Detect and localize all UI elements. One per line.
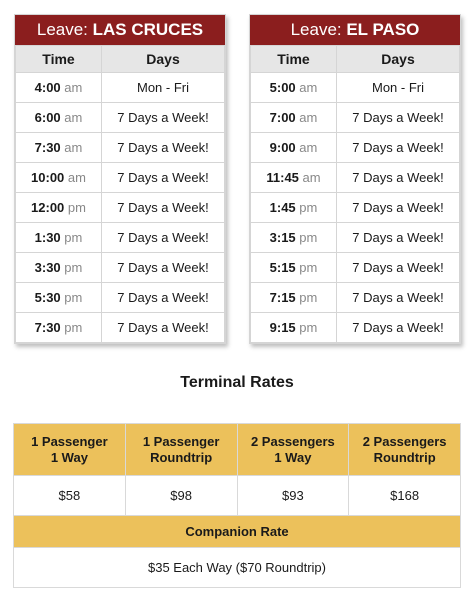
rates-table bbox=[13, 423, 461, 588]
rate-header-1p-roundtrip: 1 Passenger Roundtrip bbox=[125, 424, 237, 476]
table-row bbox=[251, 283, 460, 313]
departure-time: 3:30 pm bbox=[16, 253, 102, 283]
rate-price: $168 bbox=[349, 476, 461, 516]
table-row bbox=[251, 103, 460, 133]
table-row bbox=[16, 133, 225, 163]
departure-days: 7 Days a Week! bbox=[337, 223, 460, 253]
departure-time: 5:30 pm bbox=[16, 283, 102, 313]
departure-days: 7 Days a Week! bbox=[337, 313, 460, 343]
departure-days: 7 Days a Week! bbox=[102, 253, 225, 283]
rates-title: Terminal Rates bbox=[180, 374, 294, 391]
departure-time: 12:00 pm bbox=[16, 193, 102, 223]
departure-days: 7 Days a Week! bbox=[102, 193, 225, 223]
table-row bbox=[251, 223, 460, 253]
departure-days: 7 Days a Week! bbox=[337, 133, 460, 163]
departure-days: Mon - Fri bbox=[102, 73, 225, 103]
departure-days: 7 Days a Week! bbox=[337, 193, 460, 223]
departure-table bbox=[15, 45, 225, 343]
rates-header-row bbox=[14, 424, 461, 476]
departure-time: 5:15 pm bbox=[251, 253, 337, 283]
departure-time: 1:30 pm bbox=[16, 223, 102, 253]
column-header-days: Days bbox=[102, 46, 225, 73]
table-row bbox=[251, 163, 460, 193]
departure-days: 7 Days a Week! bbox=[337, 163, 460, 193]
table-row bbox=[16, 313, 225, 343]
table-row bbox=[251, 73, 460, 103]
schedule-las-cruces bbox=[14, 14, 226, 344]
rate-header-1p-oneway: 1 Passenger 1 Way bbox=[14, 424, 126, 476]
rate-price: $93 bbox=[237, 476, 349, 516]
leave-label: Leave: bbox=[36, 20, 93, 39]
leave-label: Leave: bbox=[290, 20, 347, 39]
departure-time: 5:00 am bbox=[251, 73, 337, 103]
departure-time: 7:15 pm bbox=[251, 283, 337, 313]
rates-price-row bbox=[14, 476, 461, 516]
departure-days: Mon - Fri bbox=[337, 73, 460, 103]
schedule-header bbox=[15, 15, 225, 45]
column-header-time: Time bbox=[251, 46, 337, 73]
column-header-time: Time bbox=[16, 46, 102, 73]
departure-time: 3:15 pm bbox=[251, 223, 337, 253]
rate-price: $58 bbox=[14, 476, 126, 516]
departure-days: 7 Days a Week! bbox=[102, 283, 225, 313]
departure-time: 11:45 am bbox=[251, 163, 337, 193]
departure-time: 10:00 am bbox=[16, 163, 102, 193]
departure-days: 7 Days a Week! bbox=[102, 103, 225, 133]
table-row bbox=[16, 193, 225, 223]
schedule-header bbox=[250, 15, 460, 45]
companion-header-row bbox=[14, 516, 461, 548]
departure-time: 6:00 am bbox=[16, 103, 102, 133]
departure-time: 9:00 am bbox=[251, 133, 337, 163]
table-row bbox=[251, 253, 460, 283]
companion-rate-value: $35 Each Way ($70 Roundtrip) bbox=[14, 548, 461, 588]
departure-days: 7 Days a Week! bbox=[102, 313, 225, 343]
column-header-days: Days bbox=[337, 46, 460, 73]
departure-days: 7 Days a Week! bbox=[102, 133, 225, 163]
table-row bbox=[251, 133, 460, 163]
rate-price: $98 bbox=[125, 476, 237, 516]
rate-header-2p-oneway: 2 Passengers 1 Way bbox=[237, 424, 349, 476]
table-row bbox=[16, 73, 225, 103]
departure-time: 7:30 am bbox=[16, 133, 102, 163]
table-row bbox=[16, 103, 225, 133]
companion-rate-label: Companion Rate bbox=[14, 516, 461, 548]
companion-value-row bbox=[14, 548, 461, 588]
departure-days: 7 Days a Week! bbox=[337, 103, 460, 133]
departure-days: 7 Days a Week! bbox=[102, 223, 225, 253]
table-row bbox=[16, 253, 225, 283]
table-row bbox=[251, 193, 460, 223]
departure-days: 7 Days a Week! bbox=[102, 163, 225, 193]
city-name: EL PASO bbox=[346, 20, 420, 39]
departure-days: 7 Days a Week! bbox=[337, 253, 460, 283]
schedule-el-paso bbox=[249, 14, 461, 344]
rate-header-2p-roundtrip: 2 Passengers Roundtrip bbox=[349, 424, 461, 476]
departure-days: 7 Days a Week! bbox=[337, 283, 460, 313]
departure-time: 7:30 pm bbox=[16, 313, 102, 343]
departure-time: 7:00 am bbox=[251, 103, 337, 133]
table-row bbox=[251, 313, 460, 343]
departure-time: 1:45 pm bbox=[251, 193, 337, 223]
departure-time: 4:00 am bbox=[16, 73, 102, 103]
table-row bbox=[16, 163, 225, 193]
table-row bbox=[16, 223, 225, 253]
departure-time: 9:15 pm bbox=[251, 313, 337, 343]
table-row bbox=[16, 283, 225, 313]
city-name: LAS CRUCES bbox=[92, 20, 204, 39]
departure-table bbox=[250, 45, 460, 343]
